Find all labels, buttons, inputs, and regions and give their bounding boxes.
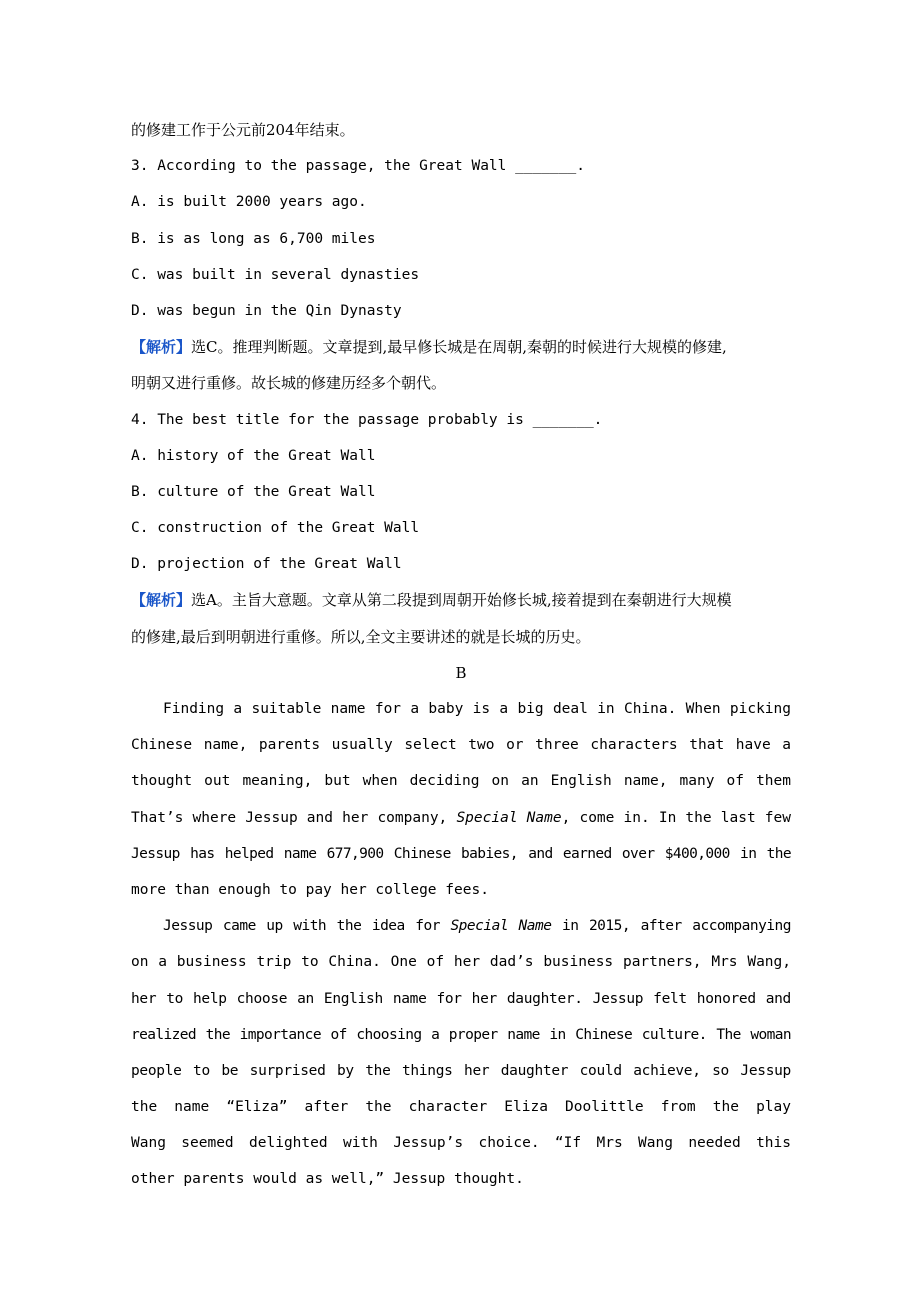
q3-option-b: B. is as long as 6,700 miles	[131, 230, 376, 247]
company-name: Special Name	[456, 809, 562, 826]
q3-analysis-line-1	[131, 329, 791, 365]
q4-option-a: A. history of the Great Wall	[131, 447, 376, 464]
q3-analysis-line-2: 明朝又进行重修。故长城的修建历经多个朝代。	[131, 374, 447, 393]
p1-line-4-text-b: , come in. In the last few	[561, 809, 791, 826]
p2-line-6	[131, 1089, 791, 1125]
q4-analysis-line-2: 的修建,最后到明朝进行重修。所以,全文主要讲述的就是长城的历史。	[131, 627, 591, 646]
company-name-2: Special Name	[450, 918, 552, 935]
p2-line-1-text-b: in 2015, after accompanying	[561, 918, 791, 935]
q3-option-c: C. was built in several dynasties	[131, 266, 420, 283]
q4-option-b: B. culture of the Great Wall	[131, 483, 376, 500]
q4-analysis-text: 选A。主旨大意题。文章从第二段提到周朝开始修长城,接着提到在秦朝进行大规模	[191, 591, 732, 610]
q4-option-d: D. projection of the Great Wall	[131, 556, 402, 573]
p2-line-3: her to help choose an English name for her daughter. Jessup felt honored and	[131, 990, 791, 1007]
p2-line-6-text-a: the name “Eliza” after the character Eliza Doolittle from the play	[131, 1099, 791, 1116]
p1-line-1: Finding a suitable name for a baby is a big deal in China. When picking	[163, 701, 791, 717]
p1-line-4-text-a: That’s where Jessup and her company,	[131, 809, 448, 826]
p1-line-5: Jessup has helped name 677,900 Chinese babies, and earned over $400,000 in the	[131, 845, 791, 862]
document-page	[131, 112, 791, 1198]
q4-analysis-line-1	[131, 582, 791, 618]
p1-line-4	[131, 800, 791, 836]
q2-answer-tail: 的修建工作于公元前204年结束。	[131, 121, 355, 139]
p2-line-5: people to be surprised by the things her daughter could achieve, so Jessup	[131, 1062, 791, 1079]
p1-line-6: more than enough to pay her college fees.	[131, 881, 489, 898]
q4-question: 4. The best title for the passage probably is _______.	[131, 411, 603, 428]
p2-line-7: Wang seemed delighted with Jessup’s choice. “If Mrs Wang needed this	[131, 1135, 791, 1152]
q3-analysis-text: 选C。推理判断题。文章提到,最早修长城是在周朝,秦朝的时候进行大规模的修建,	[191, 338, 727, 357]
p2-line-2: on a business trip to China. One of her dad’s business partners, Mrs Wang,	[131, 954, 791, 971]
p2-line-1	[131, 908, 791, 944]
p2-line-4: realized the importance of choosing a proper name in Chinese culture. The woman	[131, 1026, 791, 1043]
q3-question: 3. According to the passage, the Great Wall _______.	[131, 158, 585, 175]
p2-line-1-text-a: Jessup came up with the idea for	[163, 918, 440, 935]
p1-line-2: Chinese name, parents usually select two or three characters that have a	[131, 737, 791, 754]
p1-line-3: thought out meaning, but when deciding on an English name, many of them	[131, 773, 791, 790]
p2-line-8: other parents would as well,” Jessup thought.	[131, 1171, 524, 1188]
q3-analysis-label: 【解析】	[131, 338, 192, 357]
section-heading: B	[455, 663, 467, 682]
q4-option-c: C. construction of the Great Wall	[131, 520, 420, 537]
q3-option-d: D. was begun in the Qin Dynasty	[131, 302, 402, 319]
q4-analysis-label: 【解析】	[131, 591, 192, 610]
q3-option-a: A. is built 2000 years ago.	[131, 194, 367, 211]
